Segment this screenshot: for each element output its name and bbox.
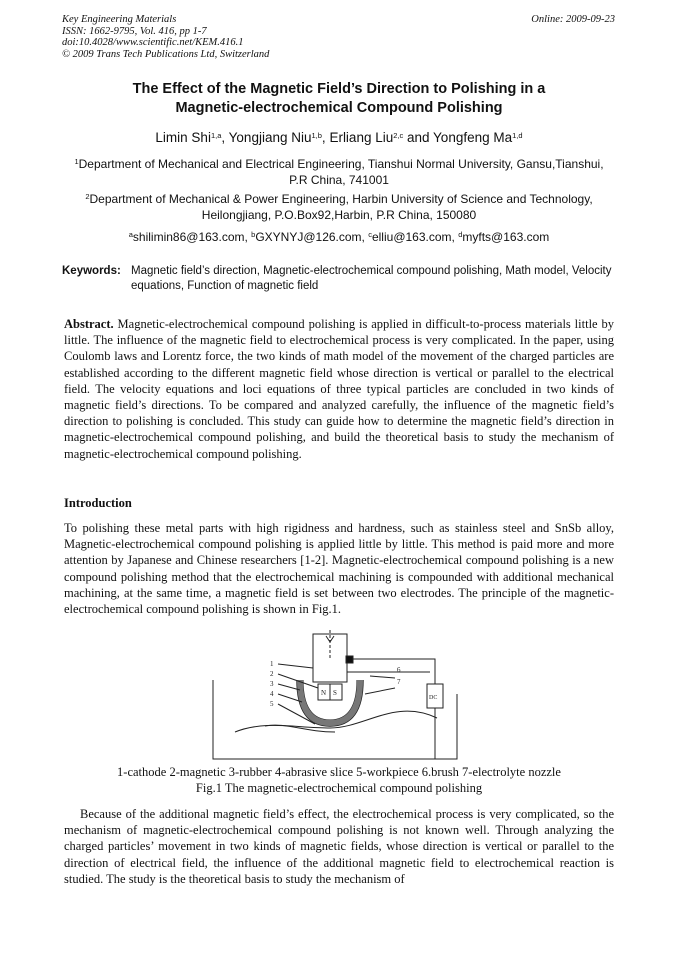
fig-number: 7 (397, 678, 401, 686)
dc-label: DC (429, 695, 438, 701)
brush (346, 656, 353, 663)
email-sup: b (251, 230, 256, 239)
author-name: Limin Shi (155, 130, 211, 145)
section-heading: Introduction (64, 496, 132, 510)
author-name: Erliang Liu (329, 130, 394, 145)
figure-title: Fig.1 The magnetic-electrochemical compound polishing (195, 781, 483, 795)
copyright-line: © 2009 Trans Tech Publications Ltd, Switzerland (62, 48, 270, 60)
author-name: Yongjiang Niu (228, 130, 312, 145)
keywords-label: Keywords: (62, 265, 121, 277)
affiliation-sup: 2 (85, 192, 90, 201)
magnet-n-label: N (321, 689, 327, 697)
doi-line: doi:10.4028/www.scientific.net/KEM.416.1 (62, 37, 244, 48)
author-sep: , (321, 130, 330, 145)
email-sup: a (128, 230, 133, 239)
email-list (62, 230, 616, 244)
abstract-text: Magnetic-electrochemical compound polishing is applied in difficult-to-process materials little by little. The influence of the magnetic field to electrochemical process is very complicated. In the paper, using Coulomb laws and Lorentz force, the two kinds of math model of the movement of the charged particles are established according to the different magnetic field whose direction is vertical or parallel to the electrical field. The velocity equations and loci equations of three typical particles are concluded in two kinds of magnetic field’s directions. To be compared and analyzed carefully, the influence of the magnetic field’s direction to polishing is concluded. This study can guide how to determine the magnetic field’s direction in magnetic-electrochemical compound polishing, and build the theoretical basis to study the mechanism of magnetic-electrochemical compound polishing. (64, 317, 614, 461)
email-sup: d (458, 230, 463, 239)
author-sep: , (221, 130, 229, 145)
author-sup: 1,a (210, 131, 222, 140)
polishing-diagram (205, 628, 471, 760)
abstract-label: Abstract. (64, 317, 114, 331)
affiliation-2 (62, 191, 616, 223)
journal-name: Key Engineering Materials (62, 14, 177, 25)
author-sup: 2,c (393, 131, 404, 140)
affiliation-line: Heilongjiang, P.O.Box92,Harbin, P.R China, 150080 (201, 208, 477, 222)
author-sup: 1,d (512, 131, 523, 140)
journal-header (62, 14, 269, 60)
fig-number: 6 (397, 666, 401, 674)
author-sep: and (403, 130, 434, 145)
online-date: Online: 2009-09-23 (531, 14, 615, 25)
fig-number: 2 (270, 670, 274, 678)
author-list (62, 130, 616, 145)
figure-legend: 1-cathode 2-magnetic 3-rubber 4-abrasive slice 5-workpiece 6.brush 7-electrolyte nozzle (117, 765, 561, 779)
affiliation-line: Department of Mechanical & Power Engineering, Harbin University of Science and Technology, (89, 192, 593, 206)
author-name: Yongfeng Ma (433, 130, 513, 145)
body-paragraph: Because of the additional magnetic field’s effect, the electrochemical process is very complicated, so the mechanism of magnetic-electrochemical compound polishing is not known well. Through analyzing the charged particles’ movement in two kinds of magnetic fields, whose direction is vertical or parallel to the direction of electrical field, the influence of the additional magnetic field to electrochemical reaction is studied. The study is the theoretical basis to study the mechanism of (64, 807, 614, 886)
email-sup: c (368, 230, 372, 239)
figure-caption (62, 764, 616, 796)
email-address: elliu@163.com, (371, 230, 459, 244)
affiliation-1 (62, 156, 616, 188)
affiliation-sup: 1 (74, 157, 79, 166)
author-sup: 1,b (311, 131, 322, 140)
fig-number: 4 (270, 690, 274, 698)
magnet-s-label: S (333, 689, 337, 697)
keywords-text: Magnetic field’s direction, Magnetic-electrochemical compound polishing, Math model, Velocity equations, Function of magnetic field (131, 265, 612, 292)
issn-line: ISSN: 1662-9795, Vol. 416, pp 1-7 (62, 25, 207, 37)
fig-number: 3 (270, 680, 274, 688)
paper-title (62, 80, 616, 118)
fig-number: 1 (270, 660, 274, 668)
intro-paragraph: To polishing these metal parts with high rigidness and hardness, such as stainless steel and SnSb alloy, Magnetic-electrochemical compound polishing is applied little by little. This method is paid more and more attention by Japanese and Chinese researchers [1-2]. Magnetic-electrochemical compound polishing is a new compound polishing method that the electrochemical machining is compounded with additional mechanical machining, at the same time, a magnetic field is set between two electrodes. The principle of the magnetic-electrochemical compound polishing is shown in Fig.1. (64, 521, 614, 617)
fig-number: 5 (270, 700, 274, 708)
affiliation-line: Department of Mechanical and Electrical Engineering, Tianshui Normal University, Gansu,Tianshui, (78, 157, 604, 171)
email-address: shilimin86@163.com, (132, 230, 252, 244)
email-address: myfts@163.com (462, 230, 550, 244)
title-line-1: The Effect of the Magnetic Field’s Direction to Polishing in a (132, 81, 546, 97)
title-line-2: Magnetic-electrochemical Compound Polishing (175, 100, 503, 116)
email-address: GXYNYJ@126.com, (255, 230, 369, 244)
abstract (64, 316, 614, 462)
affiliation-line: P.R China, 741001 (289, 173, 389, 187)
